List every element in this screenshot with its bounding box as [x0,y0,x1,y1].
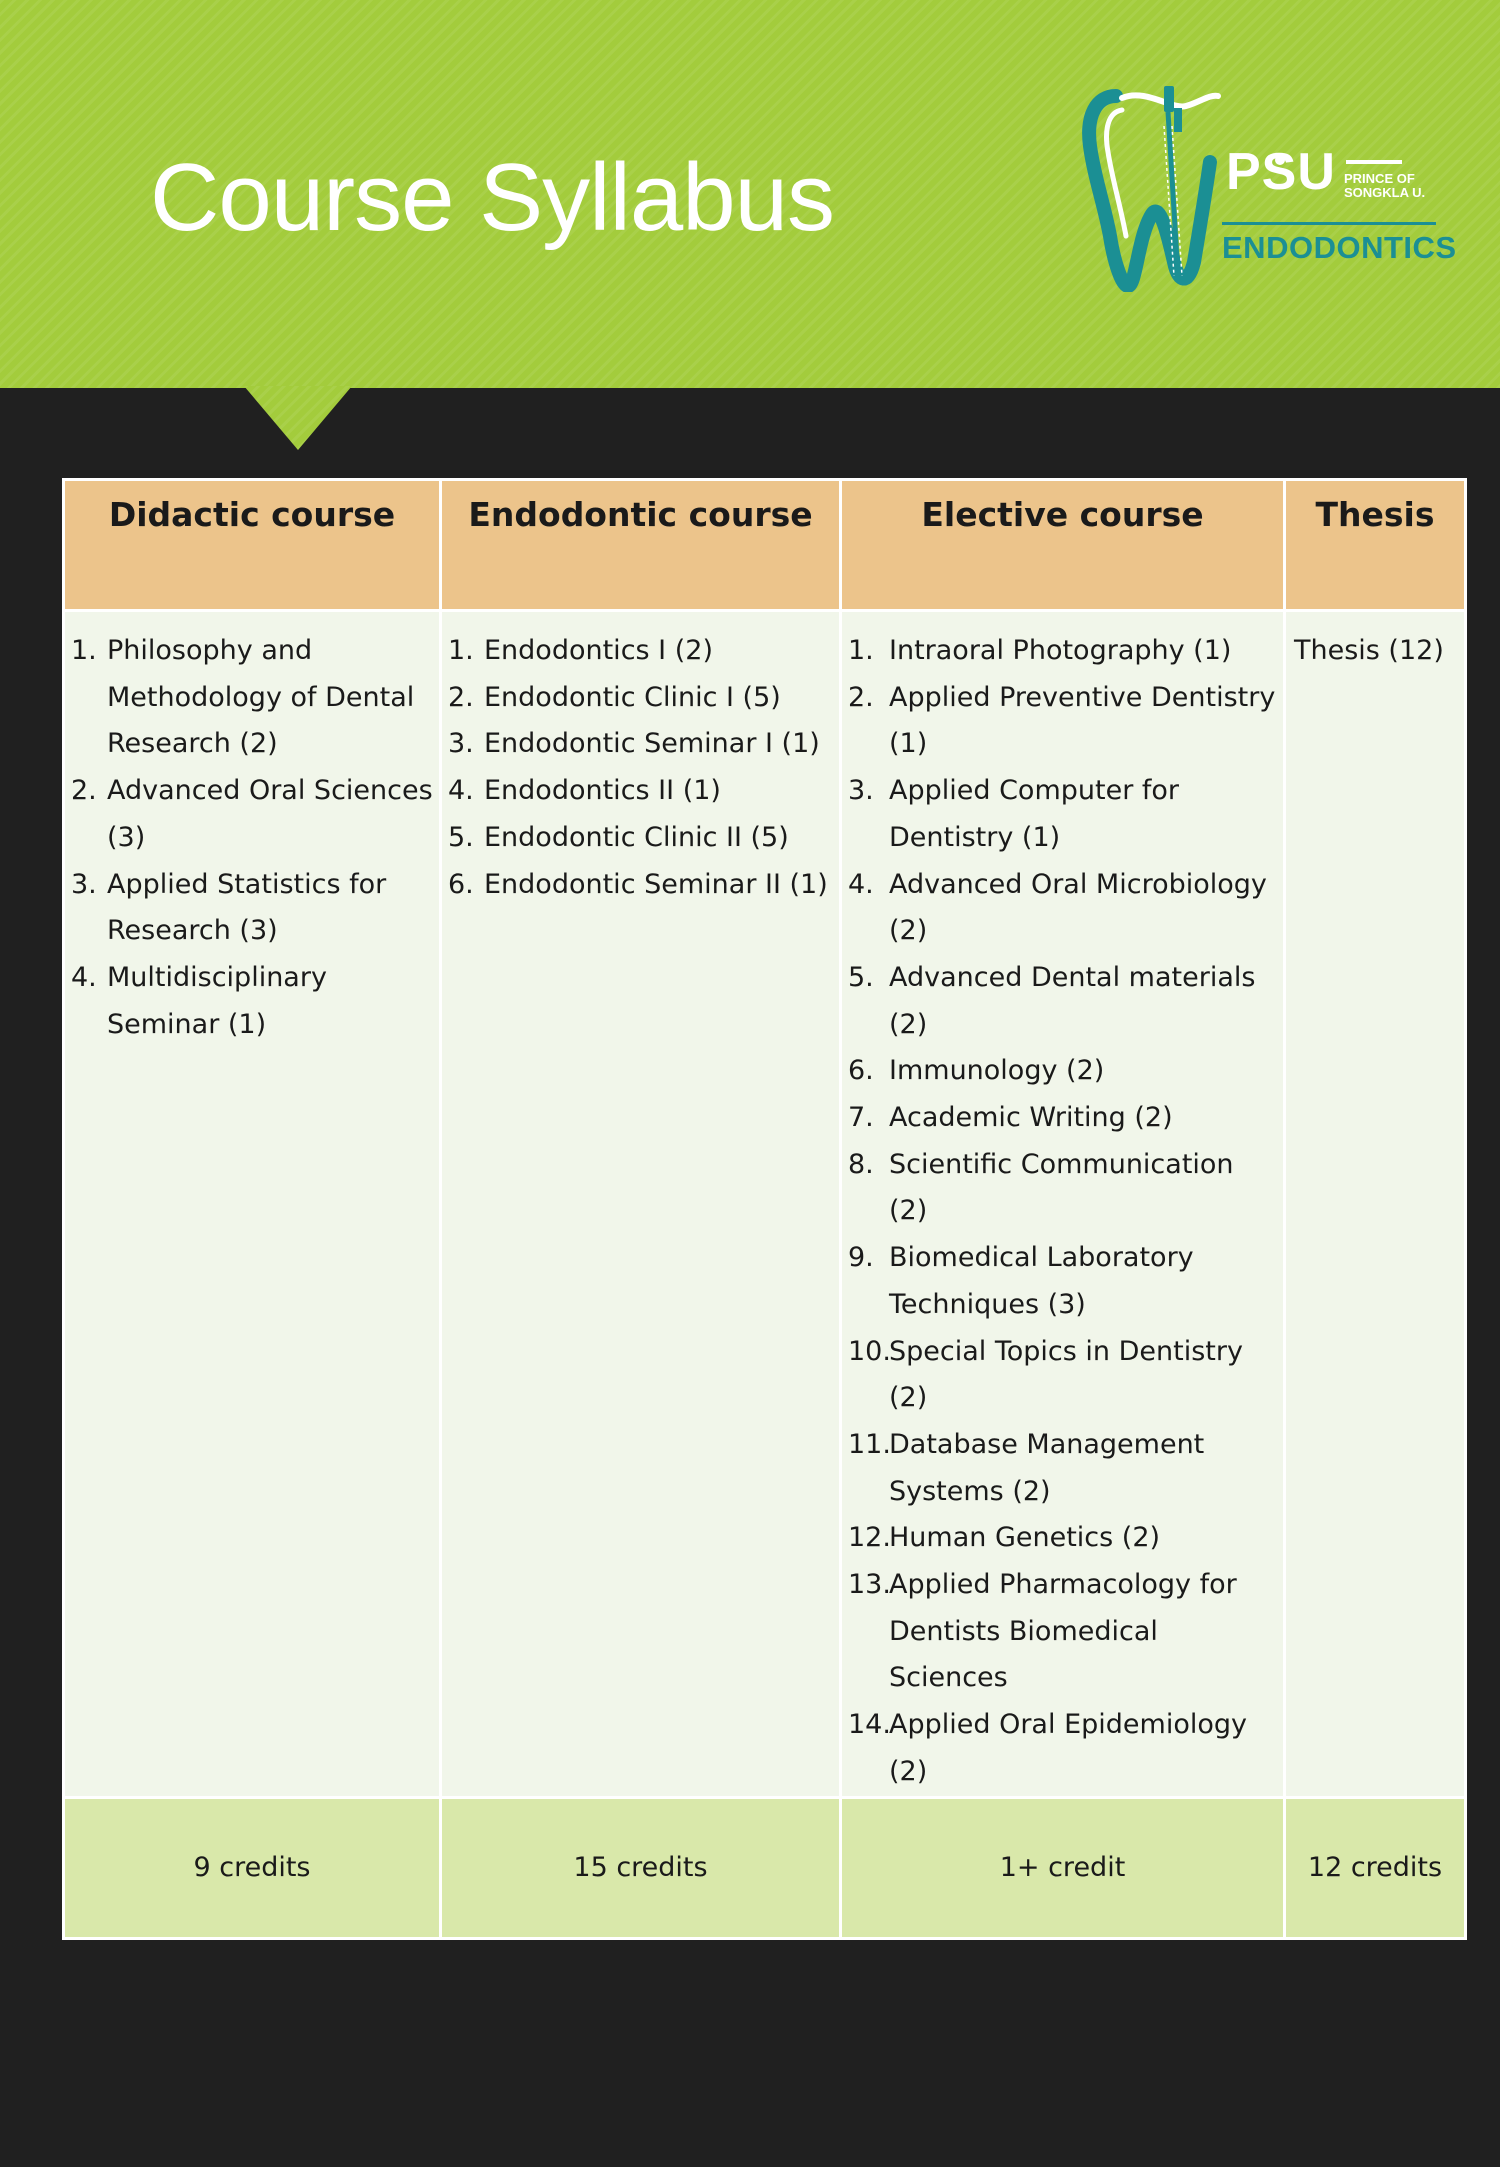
list-item [848,1235,1277,1328]
endodontic-course-list [448,628,833,908]
list-item-number: 13. [848,1569,891,1601]
didactic-course-cell [64,611,441,1798]
course-name: Multidisciplinary Seminar (1) [107,961,327,1040]
list-item-number: 7. [848,1102,874,1134]
course-name: Academic Writing (2) [889,1102,1173,1134]
didactic-course-list [71,628,433,1048]
list-item-number: 4. [448,775,474,807]
list-item [848,675,1277,768]
list-item-number: 2. [71,775,97,807]
course-name: Advanced Dental materials (2) [889,961,1256,1040]
course-name: Endodontics II (1) [484,775,721,807]
elective-course-list [848,628,1277,1796]
banner-pointer [244,386,352,450]
didactic-credits: 9 credits [64,1797,441,1938]
list-item-number: 3. [848,775,874,807]
list-item-number: 4. [71,961,97,993]
list-item [448,768,833,815]
course-name: Scientific Communication (2) [889,1148,1234,1227]
course-name: Endodontic Clinic I (5) [484,681,781,713]
logo-university-name: PRINCE OF SONGKLA U. [1344,171,1426,200]
syllabus-table [62,478,1467,1940]
list-item [448,862,833,909]
list-item-number: 5. [448,821,474,853]
course-name: Intraoral Photography (1) [889,635,1232,666]
course-name: Applied Statistics for Research (3) [107,868,387,947]
list-item [848,1422,1277,1515]
list-item [448,628,833,675]
column-heading-endodontic: Endodontic course [441,480,841,611]
list-item-number: 3. [448,728,474,760]
list-item-number: 1. [448,635,474,666]
list-item-number: 11. [848,1428,891,1460]
elective-course-cell [841,611,1285,1798]
list-item-number: 6. [848,1055,874,1087]
list-item-number: 6. [448,868,474,900]
course-name: Endodontic Seminar II (1) [484,868,828,900]
elective-credits: 1+ credit [841,1797,1285,1938]
list-item-number: 8. [848,1148,874,1180]
list-item [848,1515,1277,1562]
course-name: Immunology (2) [889,1055,1105,1087]
course-name: Applied Computer for Dentistry (1) [889,775,1180,853]
course-name: Endodontic Seminar I (1) [484,728,820,760]
course-name: Endodontics I (2) [484,635,713,666]
course-name: Endodontic Clinic II (5) [484,821,789,853]
list-item-number: 10. [848,1335,891,1367]
logo-department: ENDODONTICS [1222,230,1457,265]
list-item [71,955,433,1048]
list-item-number: 5. [848,961,874,993]
course-name: Biomedical Laboratory Techniques (3) [889,1242,1194,1320]
thesis-credits: 12 credits [1285,1797,1466,1938]
logo-rule-top [1346,160,1402,164]
logo-divider [1222,222,1436,225]
course-name: Applied Preventive Dentistry (1) [889,681,1276,760]
column-heading-didactic: Didactic course [64,480,441,611]
table-header-row [64,480,1466,611]
endodontic-course-cell [441,611,841,1798]
list-item [448,815,833,862]
endodontic-credits: 15 credits [441,1797,841,1938]
list-item-number: 12. [848,1522,891,1554]
list-item [848,1095,1277,1142]
logo-abbr: PSU [1226,143,1336,201]
thesis-text: Thesis (12) [1294,635,1444,666]
course-name: Database Management Systems (2) [889,1428,1205,1507]
list-item-number: 2. [448,681,474,713]
list-item [848,1048,1277,1095]
table-body-row [64,611,1466,1798]
list-item [848,1562,1277,1702]
course-name: Applied Pharmacology for Dentists Biomedical Sciences [889,1569,1237,1694]
list-item-number: 2. [848,681,874,713]
list-item [848,768,1277,861]
column-heading-elective: Elective course [841,480,1285,611]
list-item [848,955,1277,1048]
thesis-cell [1285,611,1466,1798]
list-item-number: 1. [71,635,97,666]
course-name: Philosophy and Methodology of Dental Research (2) [107,635,415,760]
list-item [71,862,433,955]
table-credits-row [64,1797,1466,1938]
list-item-number: 9. [848,1242,874,1274]
list-item-number: 14. [848,1709,891,1741]
list-item [848,628,1277,675]
course-name: Advanced Oral Sciences (3) [107,775,433,853]
list-item [848,1702,1277,1795]
course-name: Human Genetics (2) [889,1522,1161,1554]
course-name: Applied Oral Epidemiology (2) [889,1709,1247,1787]
list-item-number: 3. [71,868,97,900]
page-title: Course Syllabus [150,144,834,251]
list-item [71,628,433,768]
list-item [848,862,1277,955]
list-item [848,1329,1277,1422]
list-item [848,1142,1277,1235]
list-item [448,675,833,722]
column-heading-thesis: Thesis [1285,480,1466,611]
course-name: Advanced Oral Microbiology (2) [889,868,1267,947]
list-item-number: 4. [848,868,874,900]
list-item-number: 1. [848,635,874,666]
course-name: Special Topics in Dentistry (2) [889,1335,1243,1414]
list-item [71,768,433,861]
list-item [448,721,833,768]
